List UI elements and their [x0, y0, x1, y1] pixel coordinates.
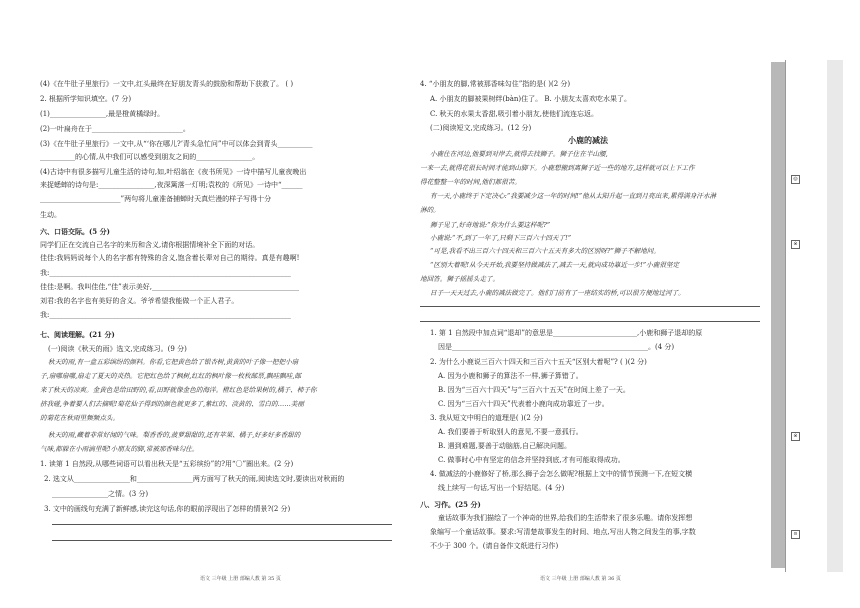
- right-page: [420, 0, 765, 608]
- story-line: 日子一天天过去,小鹿的减法做完了。他们门前有了一座结实的桥,可以很方便地过河了。: [430, 289, 685, 297]
- part1-heading: (一)阅读《秋天的雨》选文,完成练习。(9 分): [48, 345, 187, 353]
- dialogue-line: 佳佳:是啊。我叫佳佳,“佳”表示美好,__________________________________________: [40, 283, 299, 291]
- q-line: (4)《在牛肚子里旅行》一文中,红头最终在好朋友青头的鼓励和帮助下获救了。 ( ): [40, 80, 294, 88]
- q-line: 4. “小朋友的脚,常被那香味勾住”指的是( )(2 分): [420, 80, 571, 88]
- q-line: (3)《在牛肚子里旅行》一文中,从“‘你在哪儿?’青头急忙问”中可以体会到青头__________: [40, 140, 313, 148]
- story-line: “可是,我看不出三百六十四天和三百六十五天有多大的区别呀?”狮子不解地问。: [430, 247, 660, 255]
- story-line: 得花整整一年的时间,他们都很苦。: [420, 178, 522, 186]
- question-line: 1. 读第 1 自然段,从哪些词语可以看出秋天是“五彩缤纷”的?用“〇”圈出来。(2 分): [40, 460, 294, 468]
- q-line: (4)古诗中有很多描写儿童生活的诗句,如,叶绍翁在《夜书所见》一诗中描写儿童夜晚出: [40, 168, 307, 176]
- left-page: [40, 0, 400, 608]
- option-line: B. 因为“三百六十四天”与“三百六十五天”在时间上差了一天。: [438, 386, 630, 394]
- story-title: 小鹿的减法: [568, 135, 608, 145]
- q-line: 2. 根据所学知识填空。(7 分): [40, 95, 132, 103]
- question-line: 2. 选文从________________和________________两方面写了秋天的雨,阅读选文时,要读出对秋雨的: [44, 475, 345, 483]
- option-line: A. 因为小鹿和狮子的算法不一样,狮子算错了。: [438, 372, 583, 380]
- essay-line: 象编写一个童话故事。要求:写清楚故事发生的时间、地点,写出人物之间发生的事,字数: [430, 528, 696, 536]
- option-line: C. 因为“三百六十四天”代表着小鹿向成功靠近了一步。: [438, 400, 609, 408]
- story-line: 淋的。: [420, 206, 440, 214]
- passage-line: 子,扇哪扇哪,扇走了夏天的炎热。它把红色给了枫树,红红的枫叶像一枚枚邮票,飘哇飘哇,邮: [40, 372, 302, 380]
- section-6-heading: 六、口语交际。(5 分): [40, 227, 110, 236]
- passage-line: 秋天的雨,有一盒五彩缤纷的颜料。你看,它把黄色给了银杏树,黄黄的叶子像一把把小扇: [48, 358, 299, 366]
- question-line: 3. 我从短文中明白的道理是( )(2 分): [430, 414, 543, 422]
- essay-line: 不少于 300 个。(请自备作文纸进行习作): [430, 542, 559, 550]
- dotted-binding-strip: [771, 62, 785, 568]
- q-line: 来捉蟋蟀的诗句是:________________,夜深篱落一灯明;袁枚的《所见》一诗中“______: [40, 181, 303, 189]
- margin-mark-icon: ⊙: [791, 530, 800, 539]
- dialogue-line: 我:_____________________________________________________________________: [40, 269, 291, 277]
- story-line: 小鹿住在河边,他要到对岸去,就得去找狮子。狮子住在半山腰,: [430, 150, 608, 158]
- story-line: “区别大着呢!从今天开始,我要坚持做减法了,减去一天,就向成功靠近一步!”小鹿很坚定: [430, 261, 680, 269]
- dialogue-line: 我:_____________________________________________________________________: [40, 311, 291, 319]
- dialogue-line: 刘君:我的名字也有美好的含义。爷爷希望我能做一个正人君子。: [40, 297, 239, 305]
- passage-line: 的菊花在秋雨里频频点头。: [40, 414, 120, 422]
- q-line: (2)一叶扁舟在于__________________________。: [40, 125, 190, 133]
- story-line: 狮子见了,好奇地说:“你为什么要这样呢?”: [430, 221, 551, 229]
- story-line: 一来一去,就得花很长时间才能到山脚下。小鹿想搬到离狮子近一些的地方,这样就可以上下工作: [420, 164, 695, 172]
- question-line: 1. 第 1 自然段中加点词“退却”的意思是________________________,小鹿和狮子退却的原: [430, 329, 703, 337]
- story-continue-line: [420, 321, 760, 322]
- answer-line: [52, 540, 392, 541]
- question-line: ________________之情。(3 分): [52, 490, 149, 498]
- section-6-intro: 同学们正在交流自己名字的来历和含义,请你根据情境补全下面的对话。: [40, 241, 260, 249]
- passage-line: 秋天的雨,藏着非常好闻的气味。梨香香的,菠萝甜甜的,还有苹果、橘子,好多好多香甜的: [48, 431, 301, 439]
- q-line: _______________________”两句将儿童准备捕蝉时天真烂漫的样子写得十分: [40, 195, 272, 203]
- q-line: 生动。: [40, 211, 61, 219]
- question-line: 因是________________________________________________________。(4 分): [438, 343, 675, 351]
- dialogue-line: 佳佳:我妈妈说每个人的名字都有特殊的含义,饱含着长辈对自己的期待。真是有趣啊!: [40, 254, 300, 262]
- section-7-heading: 七、阅读理解。(21 分): [40, 330, 115, 339]
- story-line: 小鹿说:“不,到了一年了,只剩下三百六十四天了!”: [430, 234, 572, 242]
- section-8-heading: 八、习作。(25 分): [420, 500, 481, 509]
- page-edge-band: [827, 60, 843, 572]
- question-line: 3. 文中的画线句充满了新鲜感,读完这句话,你的眼前浮现出了怎样的情景?(2 分): [44, 505, 291, 513]
- page-footer: 语文 三年级 上册 部编人教 第 35 页: [200, 576, 281, 582]
- essay-line: 童话故事为我们描绘了一个神奇的世界,给我们的生活带来了很多乐趣。请你发挥想: [438, 514, 693, 522]
- option-line: A. 我们要善于听取别人的意见,不要一意孤行。: [438, 428, 583, 436]
- q-line: (1)________________,最是橙黄橘绿时。: [40, 110, 165, 118]
- passage-line: 气味,都躲在小雨滴里呢!小朋友的脚,常被那香味勾住。: [40, 445, 199, 453]
- question-line: 4. 做减法的小鹿修好了桥,那么狮子会怎么做呢?根据上文中的情节预测一下,在短文横: [430, 470, 693, 478]
- question-line: 线上续写一句话,写出一个好结尾。(4 分): [438, 484, 565, 492]
- question-line: 2. 为什么小鹿说三百六十四天和三百六十五天“区别大着呢”? ( )(2 分): [430, 358, 647, 366]
- story-line: 地回答。狮子摇摇头走了。: [420, 275, 500, 283]
- passage-line: 挤我碰,争着要人们去摘呢!菊花仙子得到的颜色就更多了,紫红的、淡黄的、雪白的……美丽: [40, 400, 304, 408]
- q-line: (二)阅读短文,完成练习。(12 分): [430, 124, 532, 132]
- margin-mark-icon: ◎: [791, 175, 800, 184]
- margin-mark-icon: ※: [791, 240, 800, 249]
- story-line: 有一天,小鹿终于下定决心:“我要减少这一年的时间!”他从太阳升起一直到月亮出来,累得满身汗水淋: [430, 192, 717, 200]
- binding-margin: [785, 60, 828, 572]
- page-footer: 语文 三年级 上册 部编人教 第 36 页: [540, 576, 621, 582]
- option-line: B. 遇到难题,要善于动脑筋,自己解决问题。: [438, 442, 572, 450]
- margin-mark-icon: ※: [791, 432, 800, 441]
- q-line: C. 秋天的水果太香甜,吸引着小朋友,使他们流连忘返。: [430, 110, 599, 118]
- q-line: A. 小朋友的脚被果树绊(bàn)住了。 B. 小朋友太喜欢吃水果了。: [430, 95, 631, 103]
- answer-line: [52, 524, 392, 525]
- story-continue-line: [420, 306, 760, 307]
- option-line: C. 做事时心中有坚定的信念并坚持到底,才有可能取得成功。: [438, 456, 625, 464]
- q-line: __________的心情,从中我们可以感受到朋友之间的________________。: [40, 153, 260, 161]
- passage-line: 来了秋天的凉爽。金黄色是给田野的,看,田野就像金色的海洋。橙红色是给果树的,橘子、柿子你: [40, 386, 317, 394]
